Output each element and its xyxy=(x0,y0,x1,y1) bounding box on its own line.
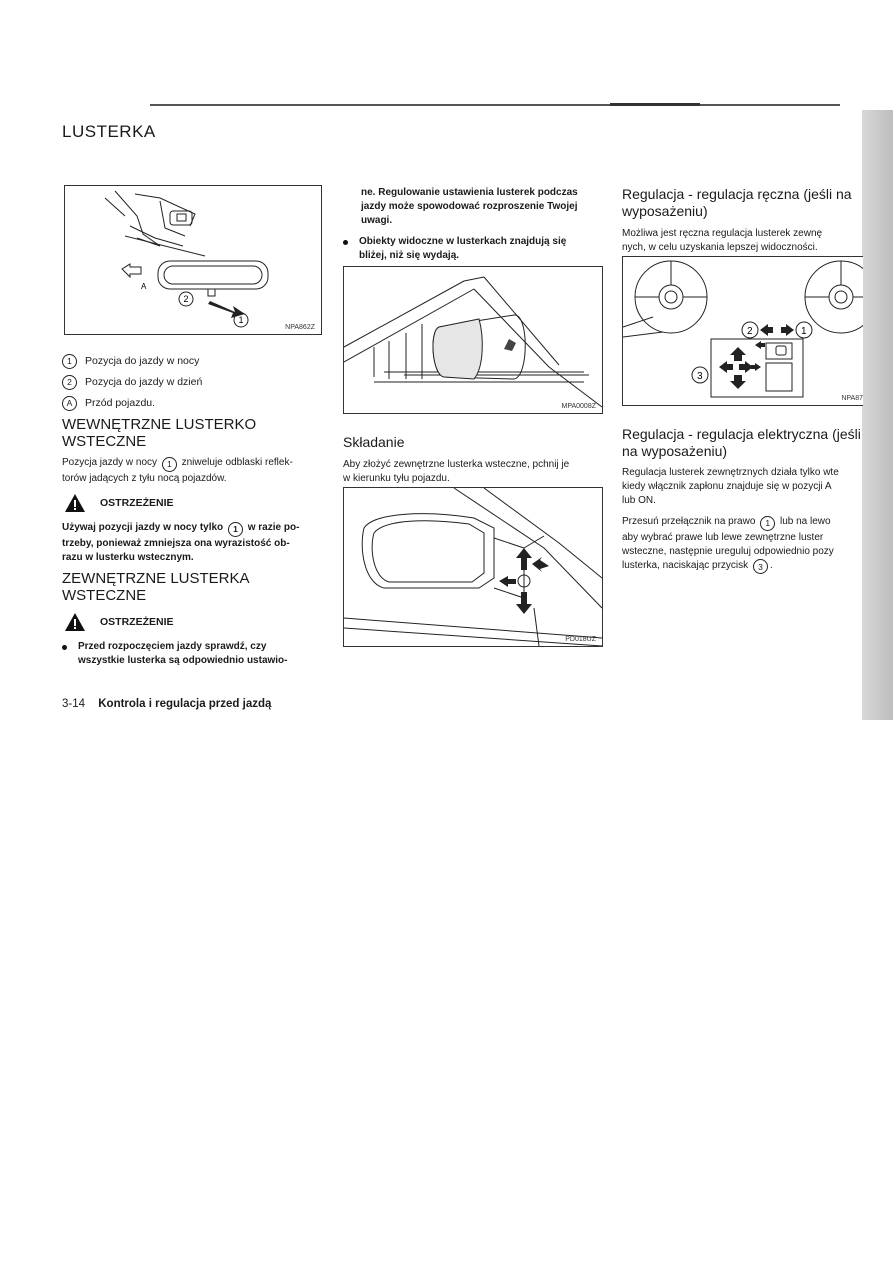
bullet-dot xyxy=(343,240,348,245)
legend-item xyxy=(62,393,202,414)
warning-text-1: Używaj pozycji jazdy w nocy tylko 1 w razie po- trzeby, ponieważ zmniejsza ona wyrazistość ob- razu w lusterku wstecznym. xyxy=(62,522,300,563)
legend-text: Pozycja do jazdy w dzień xyxy=(85,376,203,388)
heading-electric-adjust: Regulacja - regulacja elektryczna (jeśli na wyposażeniu) xyxy=(622,426,861,459)
fig4-code: NPA87 xyxy=(841,395,863,402)
fig1-code: NPA862Z xyxy=(285,324,315,331)
page-edge-shadow xyxy=(862,110,893,720)
warning-text-continued: ne. Regulowanie ustawienia lusterek podczas jazdy może spowodować rozproszenie Twojej uwagi. xyxy=(361,187,578,226)
paragraph-folding: Aby złożyć zewnętrzne lusterka wsteczne, pchnij je w kierunku tyłu pojazdu. xyxy=(343,459,570,484)
header-rule-thick xyxy=(610,103,700,106)
bullet-objects-closer: Obiekty widoczne w lusterkach znajdują się bliżej, niż się wydają. xyxy=(343,235,605,263)
bullet-dot xyxy=(62,645,67,650)
heading-manual-adjust: Regulacja - regulacja ręczna (jeśli na wyposażeniu) xyxy=(622,186,852,219)
legend-text: Przód pojazdu. xyxy=(85,397,156,409)
paragraph-night-position: Pozycja jazdy w nocy 1 zniweluje odblaski reflek- torów jadących z tyłu nocą pojazdów. xyxy=(62,457,293,484)
figure-mirror-adjust xyxy=(343,487,603,647)
fig2-code: MPA0008Z xyxy=(561,403,596,410)
chapter-title: Kontrola i regulacja przed jazdą xyxy=(98,698,272,710)
figure-mirror-fold xyxy=(343,266,603,414)
header-rule xyxy=(150,104,840,106)
mirror-adjust-illustration xyxy=(344,488,602,646)
paragraph-electric-2: Przesuń przełącznik na prawo 1 lub na lewo aby wybrać prawe lub lewe zewnętrzne luster wsteczne, następnie ureguluj odpowiednio pozy lusterka, naciskając przycisk 3 . xyxy=(622,515,862,574)
fig4-label-3: 3 xyxy=(697,371,703,382)
legend-mark: A xyxy=(62,396,77,411)
legend-item xyxy=(62,372,202,393)
bullet-check-mirrors: Przed rozpoczęciem jazdy sprawdź, czy wszystkie lusterka są odpowiednio ustawio- xyxy=(62,640,324,668)
warning-icon xyxy=(64,493,86,513)
warning-heading-2: OSTRZEŻENIE xyxy=(64,612,174,632)
legend-mark: 1 xyxy=(62,354,77,369)
warning-heading-1: OSTRZEŻENIE xyxy=(64,493,174,513)
legend-text: Pozycja do jazdy w nocy xyxy=(85,355,200,367)
warning-icon xyxy=(64,612,86,632)
heading-outer-mirrors: ZEWNĘTRZNE LUSTERKA WSTECZNE xyxy=(62,570,250,604)
mirror-switch-illustration xyxy=(623,257,863,405)
fig1-label-a: A xyxy=(141,282,147,291)
legend-mark: 2 xyxy=(62,375,77,390)
paragraph-electric-1: Regulacja lusterek zewnętrznych działa tylko wte kiedy włącznik zapłonu znajduje się w pozycji A lub ON. xyxy=(622,467,839,506)
legend-item xyxy=(62,351,202,372)
page-number: 3-14 xyxy=(62,698,86,710)
mirror-fold-illustration xyxy=(344,267,602,413)
page-footer xyxy=(62,698,271,710)
legend-list xyxy=(62,351,202,414)
fig4-label-2: 2 xyxy=(747,326,753,337)
fig1-label-2: 2 xyxy=(183,294,189,304)
fig1-label-1: 1 xyxy=(238,315,244,325)
heading-inner-mirror: WEWNĘTRZNE LUSTERKO WSTECZNE xyxy=(62,416,257,450)
heading-folding: Składanie xyxy=(343,434,405,450)
figure-mirror-switch xyxy=(622,256,863,406)
fig4-label-1: 1 xyxy=(801,326,807,337)
paragraph-manual-adjust: Możliwa jest ręczna regulacja lusterek zewnę nych, w celu uzyskania lepszej widoczności. xyxy=(622,228,823,253)
inner-mirror-illustration xyxy=(65,186,321,334)
fig3-code: PD018UZ xyxy=(565,636,596,643)
section-title: LUSTERKA xyxy=(62,122,156,141)
figure-inner-mirror xyxy=(64,185,322,335)
